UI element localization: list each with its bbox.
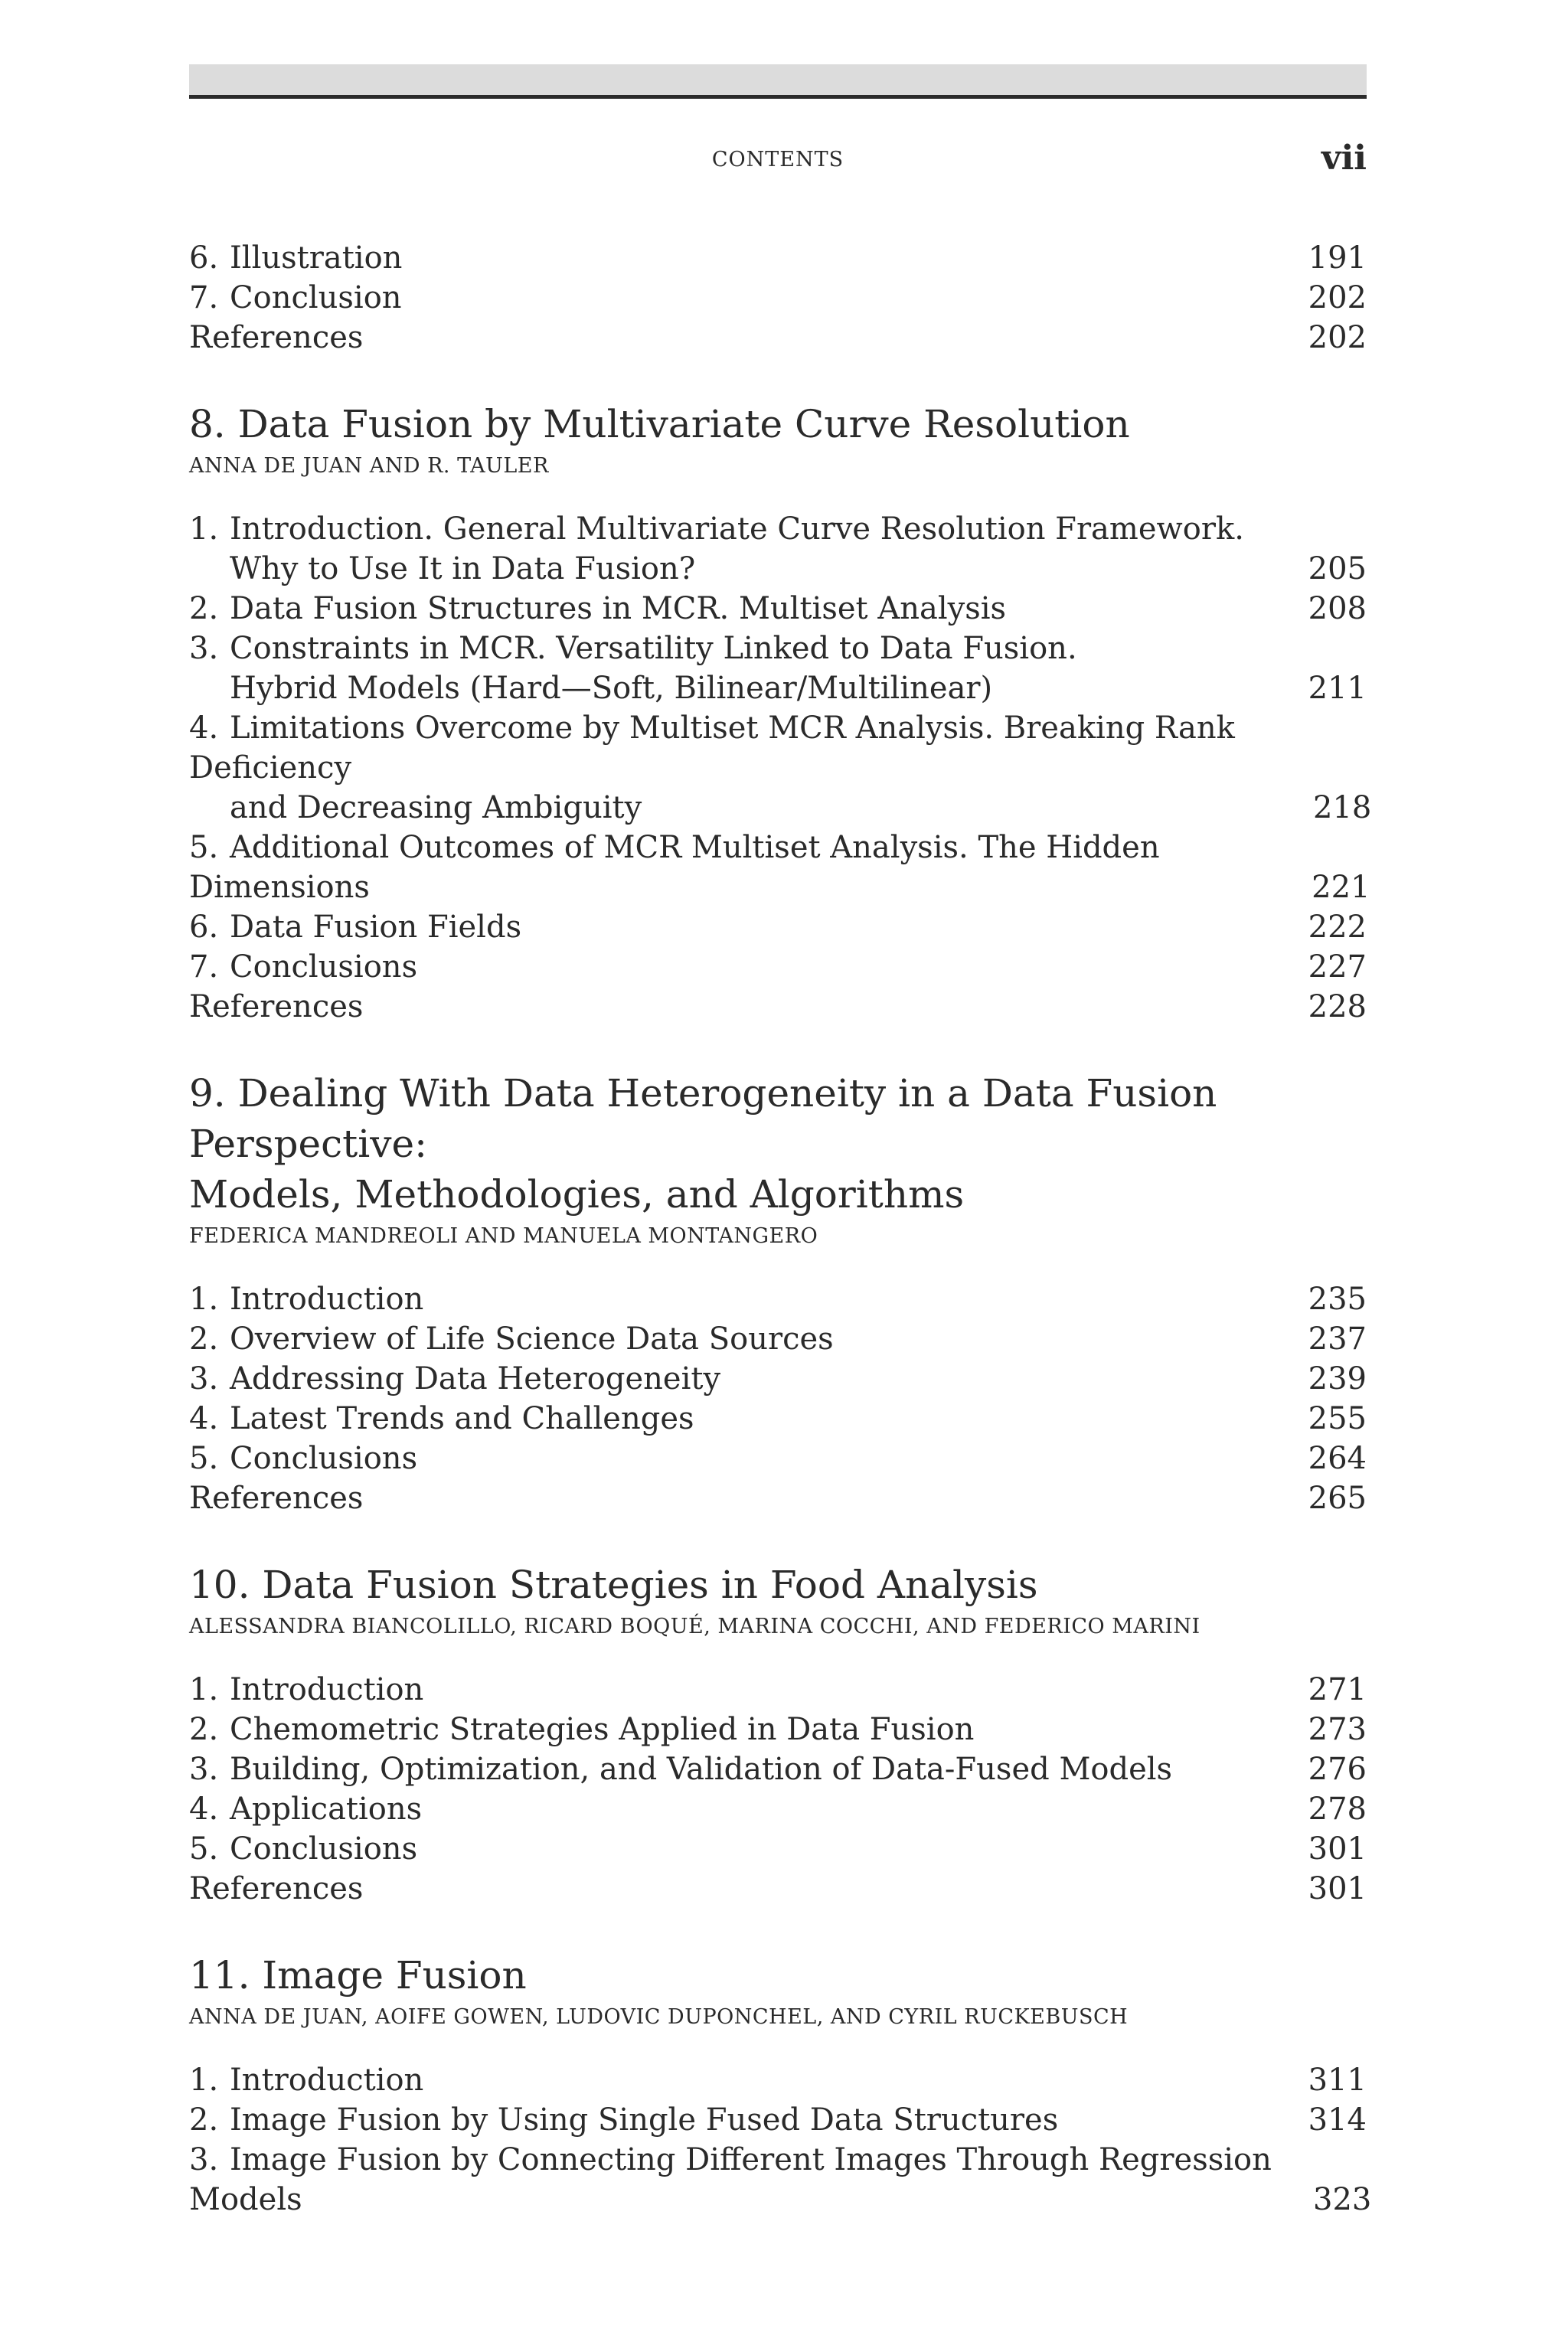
toc-entry-title-block [189, 509, 1275, 589]
toc-entry-number: 2. [189, 1321, 219, 1357]
book-page [189, 64, 1372, 2220]
toc-page-number: 205 [1308, 551, 1367, 586]
toc-entry-number: 3. [189, 1361, 219, 1396]
toc-entry-title: Image Fusion by Using Single Fused Data Structures [230, 2102, 1059, 2138]
toc-entry[interactable] [189, 1829, 1367, 1869]
chapter-section [189, 1560, 1367, 1909]
chapter-list [189, 399, 1372, 2220]
chapter-section [189, 1950, 1372, 2220]
toc-entry-line [189, 1752, 1172, 1787]
toc-entry-title-block [189, 2100, 1089, 2140]
toc-page-number: 273 [1308, 1712, 1367, 1747]
toc-entry-line [189, 2063, 423, 2098]
toc-entry-line [189, 1481, 363, 1516]
toc-entry[interactable] [189, 1749, 1367, 1789]
toc-page-number: 218 [1313, 790, 1372, 825]
toc-entry-number: 5. [189, 1831, 219, 1867]
toc-entry-line [189, 1871, 363, 1906]
toc-page-number: 221 [1312, 870, 1370, 905]
toc-page-number: 264 [1308, 1441, 1367, 1476]
toc-entry-number: 1. [189, 2063, 219, 2098]
toc-entry-title: Introduction [230, 1282, 424, 1317]
toc-page-number: 235 [1308, 1282, 1367, 1317]
toc-entry-title-block [189, 1710, 1004, 1749]
running-title: CONTENTS [711, 148, 844, 172]
chapter-authors: ANNA DE JUAN AND R. TAULER [189, 454, 549, 478]
toc-entry[interactable] [189, 318, 1367, 358]
chapter-section [189, 1068, 1367, 1518]
toc-entry-line [189, 989, 363, 1024]
toc-entry-title-block [189, 1749, 1203, 1789]
toc-entry[interactable] [189, 1359, 1367, 1399]
toc-entry[interactable] [189, 509, 1367, 589]
toc-entry-title: References [189, 989, 364, 1024]
toc-entry-number: 1. [189, 1282, 219, 1317]
toc-entry-title-block [189, 828, 1312, 907]
toc-entry[interactable] [189, 1399, 1367, 1439]
toc-page-number: 191 [1308, 240, 1367, 276]
toc-page-number: 265 [1308, 1481, 1367, 1516]
toc-entry[interactable] [189, 947, 1367, 987]
toc-entry-line [189, 1321, 834, 1357]
toc-page-number: 237 [1308, 1321, 1367, 1357]
toc-entry-title: Chemometric Strategies Applied in Data Fusion [230, 1712, 975, 1747]
toc-entry[interactable] [189, 2060, 1367, 2100]
toc-entry-title: Illustration [230, 240, 403, 276]
toc-entry-title-block [189, 1829, 448, 1869]
toc-entry-number: 3. [189, 1752, 219, 1787]
toc-entry[interactable] [189, 1869, 1367, 1909]
toc-entry-title-block [189, 947, 448, 987]
running-head [189, 99, 1367, 178]
toc-page-number: 255 [1308, 1401, 1367, 1436]
toc-entry-number: 1. [189, 511, 219, 547]
chapter-section [189, 399, 1372, 1027]
toc-entry-line [189, 910, 521, 945]
toc-entry-title-continued: Why to Use It in Data Fusion? [230, 551, 696, 586]
toc-entry[interactable] [189, 828, 1370, 907]
toc-entry-line [189, 1712, 974, 1747]
toc-page-number: 301 [1308, 1871, 1367, 1906]
header-gray-bar [189, 64, 1367, 95]
toc-entry[interactable] [189, 278, 1367, 318]
toc-entry[interactable] [189, 629, 1367, 708]
chapter-title[interactable] [189, 1068, 1367, 1220]
toc-entry-title: Data Fusion Structures in MCR. Multiset Analysis [230, 591, 1007, 626]
toc-entry-number: 3. [189, 2142, 219, 2177]
toc-entry-title: Building, Optimization, and Validation of Data-Fused Models [230, 1752, 1173, 1787]
toc-entry[interactable] [189, 1319, 1367, 1359]
toc-entry-line [189, 1441, 417, 1476]
toc-page-number: 202 [1308, 280, 1367, 315]
toc-entry-title-block [189, 708, 1313, 828]
toc-entry[interactable] [189, 1710, 1367, 1749]
toc-entry-title-block [189, 2140, 1313, 2220]
toc-entry-number: 2. [189, 591, 219, 626]
toc-entry-line [189, 240, 402, 276]
toc-page-number: 227 [1308, 949, 1367, 985]
toc-entry-line [189, 591, 1006, 626]
toc-entry-title-block [189, 907, 552, 947]
toc-entry-line [189, 949, 417, 985]
toc-page-number: 271 [1308, 1672, 1367, 1707]
toc-entry-line [189, 1672, 423, 1707]
toc-entry-number: 4. [189, 710, 219, 746]
toc-entry-title-continued: and Decreasing Ambiguity [230, 790, 642, 825]
toc-page-number: 276 [1308, 1752, 1367, 1787]
toc-entry-title-block [189, 1478, 394, 1518]
toc-entry-number: 4. [189, 1792, 219, 1827]
chapter-title-line: 11. Image Fusion [189, 1953, 527, 1998]
chapter-title-line: Models, Methodologies, and Algorithms [189, 1172, 965, 1217]
toc-entry-line [189, 830, 1160, 905]
toc-page-number: 323 [1313, 2182, 1372, 2217]
toc-entry-title: Introduction. General Multivariate Curve Resolution Framework. [230, 511, 1244, 547]
toc-page-number: 208 [1308, 591, 1367, 626]
toc-entry-title-block [189, 629, 1108, 708]
table-of-contents [189, 238, 1372, 2220]
toc-page-number: 211 [1308, 671, 1367, 706]
chapter-authors: FEDERICA MANDREOLI AND MANUELA MONTANGERO [189, 1224, 818, 1248]
toc-entry[interactable] [189, 1478, 1367, 1518]
toc-entry-line [189, 708, 1282, 788]
toc-entry-number: 2. [189, 1712, 219, 1747]
chapter-title-line: 8. Data Fusion by Multivariate Curve Resolution [189, 402, 1130, 446]
chapter-authors: ALESSANDRA BIANCOLILLO, RICARD BOQUÉ, MARINA COCCHI, AND FEDERICO MARINI [189, 1615, 1200, 1638]
toc-entry-title-block [189, 987, 394, 1027]
toc-page-number: 278 [1308, 1792, 1367, 1827]
toc-entry-title-block [189, 1789, 452, 1829]
toc-entry[interactable] [189, 708, 1372, 828]
toc-entry-title: Conclusions [230, 1831, 418, 1867]
toc-entry[interactable] [189, 2100, 1367, 2140]
toc-entry-title: Additional Outcomes of MCR Multiset Analysis. The Hidden Dimensions [189, 830, 1160, 905]
toc-page-number: 314 [1308, 2102, 1367, 2138]
chapter-title[interactable] [189, 1950, 1367, 2001]
toc-entry-title: Conclusions [230, 1441, 418, 1476]
toc-entry-title-block [189, 1869, 394, 1909]
toc-entry-title-block [189, 1279, 454, 1319]
toc-entry-title: References [189, 1481, 364, 1516]
toc-entry-title-block [189, 238, 433, 278]
toc-entry-title: Image Fusion by Connecting Different Images Through Regression Models [189, 2142, 1272, 2217]
toc-entry-number: 7. [189, 949, 219, 985]
toc-entry[interactable] [189, 907, 1367, 947]
toc-entry-number: 4. [189, 1401, 219, 1436]
toc-entry-title-block [189, 1319, 864, 1359]
toc-entry-title: Introduction [230, 2063, 424, 2098]
toc-entry-line [189, 629, 1077, 668]
chapter-title[interactable] [189, 1560, 1367, 1610]
toc-entry-line [189, 1282, 423, 1317]
toc-entry-title-block [189, 318, 394, 358]
toc-entry-title: Conclusion [230, 280, 402, 315]
toc-page-number: 202 [1308, 320, 1367, 355]
intro-entries [189, 238, 1367, 358]
toc-entry-title: Addressing Data Heterogeneity [230, 1361, 721, 1396]
toc-entry-number: 2. [189, 2102, 219, 2138]
page-folio: vii [1321, 139, 1367, 178]
toc-entry-title-block [189, 278, 433, 318]
toc-entry-line [189, 1831, 417, 1867]
toc-entry[interactable] [189, 238, 1367, 278]
toc-entry-number: 6. [189, 240, 219, 276]
toc-entry-line [189, 1401, 694, 1436]
chapter-title-line: 10. Data Fusion Strategies in Food Analysis [189, 1563, 1038, 1607]
toc-entry[interactable] [189, 1670, 1367, 1710]
toc-entry-title: References [189, 1871, 364, 1906]
toc-entry-number: 6. [189, 910, 219, 945]
toc-entry[interactable] [189, 1439, 1367, 1478]
toc-entry[interactable] [189, 1279, 1367, 1319]
toc-entry-title: Conclusions [230, 949, 418, 985]
toc-entry[interactable] [189, 589, 1367, 629]
toc-entry-line [189, 2142, 1272, 2217]
toc-entry-title-block [189, 1359, 751, 1399]
toc-page-number: 239 [1308, 1361, 1367, 1396]
toc-entry-title: Data Fusion Fields [230, 910, 522, 945]
toc-entry-title-block [189, 1399, 725, 1439]
toc-entry-number: 5. [189, 830, 219, 865]
toc-entry-title-block [189, 589, 1037, 629]
chapter-title[interactable] [189, 399, 1367, 449]
toc-entry-title: References [189, 320, 364, 355]
toc-entry-number: 1. [189, 1672, 219, 1707]
chapter-authors: ANNA DE JUAN, AOIFE GOWEN, LUDOVIC DUPONCHEL, AND CYRIL RUCKEBUSCH [189, 2005, 1129, 2029]
toc-entry-line [189, 1792, 422, 1827]
toc-entry-line [189, 1361, 720, 1396]
toc-page-number: 228 [1308, 989, 1367, 1024]
toc-entry-title-block [189, 2060, 454, 2100]
toc-entry[interactable] [189, 2140, 1372, 2220]
toc-entry-title-continued: Hybrid Models (Hard—Soft, Bilinear/Multilinear) [230, 671, 993, 706]
toc-entry-line [189, 2102, 1058, 2138]
toc-entry-line [189, 320, 363, 355]
toc-entry-title: Applications [230, 1792, 423, 1827]
toc-entry-title-block [189, 1670, 454, 1710]
toc-entry[interactable] [189, 1789, 1367, 1829]
toc-entry-title: Limitations Overcome by Multiset MCR Analysis. Breaking Rank Deficiency [189, 710, 1235, 786]
toc-entry-title: Overview of Life Science Data Sources [230, 1321, 834, 1357]
toc-entry-title: Constraints in MCR. Versatility Linked to Data Fusion. [230, 631, 1077, 666]
toc-entry-number: 5. [189, 1441, 219, 1476]
toc-entry-title: Latest Trends and Challenges [230, 1401, 694, 1436]
toc-page-number: 311 [1308, 2063, 1367, 2098]
toc-entry-number: 3. [189, 631, 219, 666]
toc-entry-number: 7. [189, 280, 219, 315]
toc-page-number: 222 [1308, 910, 1367, 945]
toc-entry-title-block [189, 1439, 448, 1478]
toc-page-number: 301 [1308, 1831, 1367, 1867]
chapter-title-line: 9. Dealing With Data Heterogeneity in a Data Fusion Perspective: [189, 1071, 1217, 1166]
toc-entry-title: Introduction [230, 1672, 424, 1707]
toc-entry[interactable] [189, 987, 1367, 1027]
toc-entry-line [189, 509, 1244, 549]
toc-entry-line [189, 280, 402, 315]
